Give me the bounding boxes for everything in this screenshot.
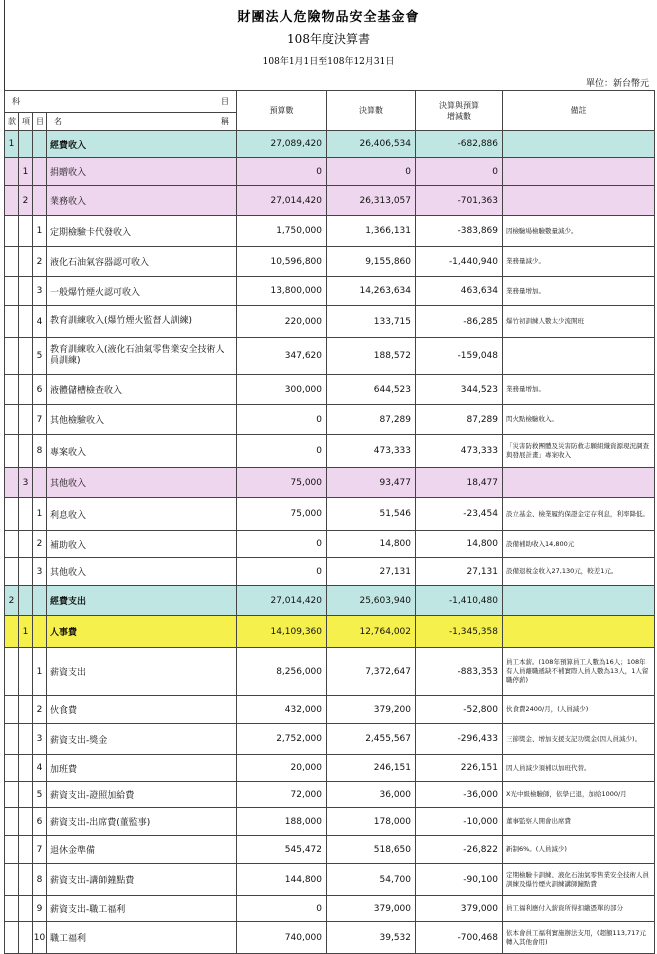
cell-budget: 545,472 — [237, 836, 327, 864]
cell-xiang — [19, 782, 33, 808]
cell-name: 專案收入 — [47, 435, 237, 468]
cell-mu: 6 — [33, 808, 47, 836]
cell-budget: 75,000 — [237, 498, 327, 531]
cell-kuan — [5, 435, 19, 468]
cell-budget: 220,000 — [237, 306, 327, 338]
cell-xiang — [19, 724, 33, 755]
cell-name: 教育訓練收入(液化石油氣零售業安全技術人員訓練) — [47, 338, 237, 375]
header-ke: 科 — [12, 97, 20, 106]
cell-xiang — [19, 338, 33, 375]
table-row — [5, 864, 655, 896]
cell-diff: -883,353 — [416, 648, 503, 696]
cell-xiang — [19, 696, 33, 724]
cell-name: 一般爆竹煙火認可收入 — [47, 277, 237, 306]
cell-actual: 25,603,940 — [327, 586, 416, 616]
cell-xiang: 2 — [19, 186, 33, 216]
cell-xiang — [19, 558, 33, 586]
cell-mu: 1 — [33, 498, 47, 531]
cell-mu: 7 — [33, 405, 47, 435]
cell-mu — [33, 186, 47, 216]
cell-diff: -682,886 — [416, 131, 503, 158]
header-actual: 決算數 — [327, 91, 416, 131]
cell-diff: -36,000 — [416, 782, 503, 808]
cell-diff: -383,869 — [416, 216, 503, 247]
cell-note: 業務量減少。 — [503, 247, 655, 277]
cell-mu: 10 — [33, 922, 47, 954]
cell-diff: -700,468 — [416, 922, 503, 954]
cell-actual: 518,650 — [327, 836, 416, 864]
cell-mu — [33, 586, 47, 616]
cell-kuan — [5, 724, 19, 755]
header-subject — [5, 91, 237, 113]
table-row — [5, 131, 655, 158]
cell-budget: 144,800 — [237, 864, 327, 896]
cell-note: 董事監察人開會出席費 — [503, 808, 655, 836]
cell-name: 液化石油氣容器認可收入 — [47, 247, 237, 277]
header-mu: 目 — [221, 97, 229, 106]
currency-unit: 單位：新台幣元 — [585, 79, 649, 89]
cell-kuan — [5, 864, 19, 896]
cell-diff: 379,000 — [416, 896, 503, 922]
cell-mu: 3 — [33, 277, 47, 306]
header-name-b: 稱 — [221, 117, 229, 126]
cell-name: 退休金準備 — [47, 836, 237, 864]
cell-name: 薪資支出-講師鐘點費 — [47, 864, 237, 896]
cell-diff: 226,151 — [416, 755, 503, 782]
cell-actual: 9,155,860 — [327, 247, 416, 277]
cell-diff: 87,289 — [416, 405, 503, 435]
cell-actual: 26,406,534 — [327, 131, 416, 158]
cell-actual: 644,523 — [327, 375, 416, 405]
cell-budget: 300,000 — [237, 375, 327, 405]
table-row — [5, 216, 655, 247]
cell-actual: 27,131 — [327, 558, 416, 586]
cell-xiang — [19, 247, 33, 277]
cell-xiang — [19, 836, 33, 864]
cell-note: 定期檢驗卡訓練、液化石油氣零售業安全技術人員訓練及爆竹煙火訓練講師鐘點費 — [503, 864, 655, 896]
table-row — [5, 247, 655, 277]
table-row — [5, 531, 655, 558]
table-row — [5, 306, 655, 338]
cell-diff: 0 — [416, 158, 503, 186]
table-row — [5, 648, 655, 696]
cell-actual: 93,477 — [327, 468, 416, 498]
header-diff — [416, 91, 503, 131]
header-diff-line2: 增減數 — [447, 111, 471, 121]
table-row — [5, 405, 655, 435]
cell-xiang — [19, 648, 33, 696]
cell-mu: 8 — [33, 435, 47, 468]
table-row — [5, 435, 655, 468]
cell-name: 人事費 — [47, 616, 237, 648]
cell-actual: 14,800 — [327, 531, 416, 558]
cell-note: X光中級檢驗師，依學已退，加給1000/月 — [503, 782, 655, 808]
cell-xiang — [19, 277, 33, 306]
cell-kuan — [5, 277, 19, 306]
header-mu2: 目 — [33, 113, 47, 131]
cell-kuan — [5, 696, 19, 724]
cell-actual: 133,715 — [327, 306, 416, 338]
cell-xiang — [19, 435, 33, 468]
cell-note: 業務量增加。 — [503, 375, 655, 405]
cell-xiang — [19, 306, 33, 338]
cell-kuan — [5, 306, 19, 338]
cell-mu: 2 — [33, 247, 47, 277]
cell-name: 薪資支出-獎金 — [47, 724, 237, 755]
cell-note: 設備退稅金收入27,130元，較差1元。 — [503, 558, 655, 586]
header-kuan: 款 — [5, 113, 19, 131]
cell-xiang — [19, 216, 33, 247]
table-row — [5, 755, 655, 782]
cell-budget: 432,000 — [237, 696, 327, 724]
cell-actual: 7,372,647 — [327, 648, 416, 696]
cell-mu: 8 — [33, 864, 47, 896]
cell-budget: 0 — [237, 558, 327, 586]
cell-kuan — [5, 896, 19, 922]
header-budget: 預算數 — [237, 91, 327, 131]
cell-diff: -701,363 — [416, 186, 503, 216]
cell-name: 利息收入 — [47, 498, 237, 531]
cell-xiang — [19, 864, 33, 896]
cell-actual: 39,532 — [327, 922, 416, 954]
cell-budget: 0 — [237, 896, 327, 922]
cell-kuan — [5, 755, 19, 782]
cell-name: 業務收入 — [47, 186, 237, 216]
cell-note — [503, 468, 655, 498]
cell-name: 定期檢驗卡代發收入 — [47, 216, 237, 247]
cell-xiang: 3 — [19, 468, 33, 498]
cell-note: 伙食費2400/月，(人員減少) — [503, 696, 655, 724]
cell-note: 因檢驗場檢驗數量減少。 — [503, 216, 655, 247]
cell-mu — [33, 468, 47, 498]
table-row — [5, 468, 655, 498]
cell-budget: 72,000 — [237, 782, 327, 808]
cell-name: 薪資支出-證照加給費 — [47, 782, 237, 808]
cell-actual: 87,289 — [327, 405, 416, 435]
cell-note: 爆竹初訓練人數太少流開班 — [503, 306, 655, 338]
cell-actual: 178,000 — [327, 808, 416, 836]
cell-budget: 20,000 — [237, 755, 327, 782]
cell-diff: -159,048 — [416, 338, 503, 375]
cell-actual: 26,313,057 — [327, 186, 416, 216]
cell-mu: 5 — [33, 338, 47, 375]
cell-diff: -52,800 — [416, 696, 503, 724]
table-row — [5, 498, 655, 531]
table-row — [5, 277, 655, 306]
cell-name: 加班費 — [47, 755, 237, 782]
cell-actual: 54,700 — [327, 864, 416, 896]
cell-diff: -1,440,940 — [416, 247, 503, 277]
cell-mu: 1 — [33, 648, 47, 696]
header-row-top — [5, 91, 655, 113]
header-diff-line1: 決算與預算 — [439, 100, 479, 110]
cell-name: 經費支出 — [47, 586, 237, 616]
cell-actual: 36,000 — [327, 782, 416, 808]
cell-note: 員工福利應付入薪資所得扣繳憑單的部分 — [503, 896, 655, 922]
report-period: 108年1月1日至108年12月31日 — [262, 57, 395, 67]
cell-mu: 4 — [33, 755, 47, 782]
report-title: 108年度決算書 — [287, 32, 370, 46]
table-row — [5, 186, 655, 216]
cell-note: 業務量增加。 — [503, 277, 655, 306]
cell-kuan — [5, 836, 19, 864]
cell-budget: 27,014,420 — [237, 586, 327, 616]
cell-note — [503, 186, 655, 216]
cell-mu — [33, 131, 47, 158]
cell-kuan — [5, 498, 19, 531]
cell-mu: 2 — [33, 531, 47, 558]
cell-diff: 18,477 — [416, 468, 503, 498]
cell-xiang — [19, 755, 33, 782]
cell-diff: -90,100 — [416, 864, 503, 896]
cell-xiang — [19, 531, 33, 558]
cell-budget: 14,109,360 — [237, 616, 327, 648]
cell-budget: 75,000 — [237, 468, 327, 498]
cell-budget: 2,752,000 — [237, 724, 327, 755]
cell-diff: 344,523 — [416, 375, 503, 405]
cell-mu — [33, 616, 47, 648]
cell-budget: 27,089,420 — [237, 131, 327, 158]
cell-kuan — [5, 186, 19, 216]
cell-kuan — [5, 531, 19, 558]
cell-mu: 1 — [33, 216, 47, 247]
cell-mu: 9 — [33, 896, 47, 922]
cell-name: 薪資支出 — [47, 648, 237, 696]
cell-actual: 379,200 — [327, 696, 416, 724]
cell-kuan — [5, 558, 19, 586]
cell-xiang: 1 — [19, 158, 33, 186]
cell-name: 教育訓練收入(爆竹煙火監督人訓練) — [47, 306, 237, 338]
cell-budget: 740,000 — [237, 922, 327, 954]
cell-xiang — [19, 375, 33, 405]
cell-note: 三節獎金、增加支援支記功獎金(因人員減少)。 — [503, 724, 655, 755]
cell-xiang — [19, 131, 33, 158]
cell-diff: -86,285 — [416, 306, 503, 338]
cell-actual: 1,366,131 — [327, 216, 416, 247]
cell-budget: 0 — [237, 158, 327, 186]
cell-mu: 3 — [33, 724, 47, 755]
cell-xiang — [19, 896, 33, 922]
cell-diff: -26,822 — [416, 836, 503, 864]
org-title: 財團法人危險物品安全基金會 — [237, 10, 420, 25]
cell-mu: 5 — [33, 782, 47, 808]
table-row — [5, 158, 655, 186]
cell-name: 捐贈收入 — [47, 158, 237, 186]
cell-kuan — [5, 158, 19, 186]
cell-diff: -296,433 — [416, 724, 503, 755]
cell-mu — [33, 158, 47, 186]
cell-kuan — [5, 247, 19, 277]
cell-budget: 10,596,800 — [237, 247, 327, 277]
cell-mu: 4 — [33, 306, 47, 338]
cell-budget: 188,000 — [237, 808, 327, 836]
cell-xiang — [19, 922, 33, 954]
cell-kuan — [5, 405, 19, 435]
cell-note — [503, 338, 655, 375]
table-row — [5, 375, 655, 405]
cell-diff: 473,333 — [416, 435, 503, 468]
cell-name: 其他收入 — [47, 468, 237, 498]
cell-kuan — [5, 216, 19, 247]
header-note: 備註 — [503, 91, 655, 131]
cell-kuan — [5, 782, 19, 808]
cell-note — [503, 131, 655, 158]
table-row — [5, 808, 655, 836]
cell-xiang — [19, 498, 33, 531]
cell-kuan — [5, 468, 19, 498]
table-row — [5, 616, 655, 648]
cell-mu: 2 — [33, 696, 47, 724]
cell-diff: 14,800 — [416, 531, 503, 558]
cell-mu: 3 — [33, 558, 47, 586]
cell-budget: 0 — [237, 405, 327, 435]
cell-actual: 2,455,567 — [327, 724, 416, 755]
cell-name: 其他檢驗收入 — [47, 405, 237, 435]
cell-kuan — [5, 338, 19, 375]
cell-note: 依本會員工福利實施辦法支用，(超額113,717元轉入其他會用) — [503, 922, 655, 954]
cell-diff: -10,000 — [416, 808, 503, 836]
cell-actual: 0 — [327, 158, 416, 186]
table-row — [5, 782, 655, 808]
cell-xiang — [19, 586, 33, 616]
cell-name: 職工福利 — [47, 922, 237, 954]
cell-kuan: 2 — [5, 586, 19, 616]
cell-name: 薪資支出-職工福利 — [47, 896, 237, 922]
header-name-a: 名 — [54, 117, 62, 126]
cell-note — [503, 158, 655, 186]
cell-actual: 473,333 — [327, 435, 416, 468]
cell-kuan — [5, 922, 19, 954]
cell-name: 補助收入 — [47, 531, 237, 558]
header-name — [47, 113, 237, 131]
cell-kuan — [5, 375, 19, 405]
cell-diff: 27,131 — [416, 558, 503, 586]
cell-mu: 7 — [33, 836, 47, 864]
cell-actual: 12,764,002 — [327, 616, 416, 648]
cell-budget: 0 — [237, 531, 327, 558]
cell-xiang — [19, 808, 33, 836]
cell-budget: 347,620 — [237, 338, 327, 375]
cell-name: 伙食費 — [47, 696, 237, 724]
cell-budget: 27,014,420 — [237, 186, 327, 216]
cell-actual: 188,572 — [327, 338, 416, 375]
table-row — [5, 922, 655, 954]
cell-diff: 463,634 — [416, 277, 503, 306]
cell-note — [503, 616, 655, 648]
cell-note: 設備補助收入14,800元 — [503, 531, 655, 558]
cell-actual: 379,000 — [327, 896, 416, 922]
cell-xiang: 1 — [19, 616, 33, 648]
cell-name: 經費收入 — [47, 131, 237, 158]
budget-table — [4, 90, 655, 954]
table-row — [5, 896, 655, 922]
table-row — [5, 586, 655, 616]
cell-kuan — [5, 616, 19, 648]
table-row — [5, 724, 655, 755]
cell-actual: 14,263,634 — [327, 277, 416, 306]
cell-diff: -1,345,358 — [416, 616, 503, 648]
cell-budget: 8,256,000 — [237, 648, 327, 696]
cell-actual: 51,546 — [327, 498, 416, 531]
cell-mu: 6 — [33, 375, 47, 405]
cell-diff: -1,410,480 — [416, 586, 503, 616]
cell-note: 因人員減少須補以加班代替。 — [503, 755, 655, 782]
table-row — [5, 558, 655, 586]
cell-note: 員工本薪。(108年預算員工人數為16人；108年有人員離職遞缺不補實際人員人數為13人，1人留職停薪) — [503, 648, 655, 696]
table-body — [5, 131, 655, 954]
cell-budget: 0 — [237, 435, 327, 468]
cell-xiang — [19, 405, 33, 435]
cell-kuan: 1 — [5, 131, 19, 158]
cell-kuan — [5, 648, 19, 696]
cell-budget: 1,750,000 — [237, 216, 327, 247]
cell-note: 設立基金、檢業履約保證金定存利息，利率降低。 — [503, 498, 655, 531]
cell-kuan — [5, 808, 19, 836]
table-row — [5, 696, 655, 724]
table-row — [5, 836, 655, 864]
cell-note: 「災害防救團體及災害防救志願組織資源現況調查與發展計畫」專案收入 — [503, 435, 655, 468]
cell-note: 閃火點檢驗收入。 — [503, 405, 655, 435]
cell-diff: -23,454 — [416, 498, 503, 531]
cell-note: 新制6%。(人員減少) — [503, 836, 655, 864]
table-row — [5, 338, 655, 375]
cell-name: 其他收入 — [47, 558, 237, 586]
cell-name: 薪資支出-出席費(董監事) — [47, 808, 237, 836]
cell-note — [503, 586, 655, 616]
header-xiang: 項 — [19, 113, 33, 131]
cell-name: 液體儲槽檢查收入 — [47, 375, 237, 405]
cell-budget: 13,800,000 — [237, 277, 327, 306]
cell-actual: 246,151 — [327, 755, 416, 782]
